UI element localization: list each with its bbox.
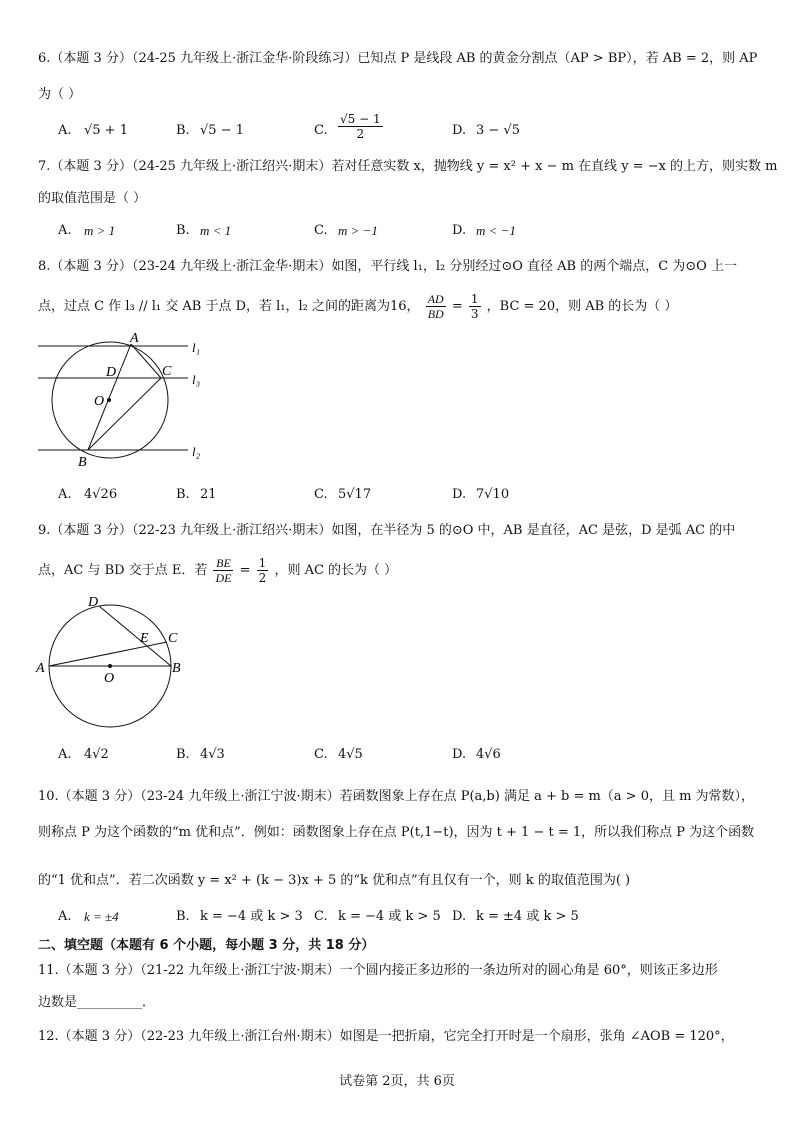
q9-figure xyxy=(30,590,200,740)
q9-frac-num: BE xyxy=(213,556,233,571)
q8-label-d: D xyxy=(106,365,117,380)
q8-frac-eq: = xyxy=(451,299,463,314)
q9-stem-line1: 9.（本题 3 分）（22-23 九年级上·浙江绍兴·期末）如图，在半径为 5 的⊙O 中，AB 是直径，AC 是弦，D 是弧 AC 的中 xyxy=(38,523,736,538)
q8-label-l1: l₁ xyxy=(192,340,201,355)
page-footer: 试卷第 2页，共 6页 xyxy=(339,1074,455,1089)
q9-label-a: A xyxy=(36,661,45,676)
q10-option-c: k = −4 或 k > 5 xyxy=(338,909,441,924)
q8-frac2-num: 1 xyxy=(470,292,479,306)
q6-option-c-denominator: 2 xyxy=(356,127,365,141)
q8-frac2-den: 3 xyxy=(470,307,479,321)
q9-label-e: E xyxy=(140,631,149,646)
q6-option-a-label: A. xyxy=(58,123,72,138)
q7-option-c: m > −1 xyxy=(338,223,378,238)
q7-option-d: m < −1 xyxy=(476,223,516,238)
q9-frac2-num: 1 xyxy=(258,556,267,570)
q8-segment-ac xyxy=(131,344,161,378)
q8-option-b-label: B. xyxy=(176,487,190,502)
q8-stem-line2-a: 点，过点 C 作 l₃ // l₁ 交 AB 于点 D，若 l₁，l₂ 之间的距离为16， xyxy=(38,299,420,314)
q8-frac-num: AD xyxy=(427,292,444,306)
q8-figure xyxy=(30,330,220,470)
q8-option-c-label: C. xyxy=(314,487,328,502)
q9-option-b-label: B. xyxy=(176,747,190,762)
q6-stem-line1: 6.（本题 3 分）（24-25 九年级上·浙江金华·阶段练习）已知点 P 是线段 AB 的黄金分割点（AP > BP），若 AB = 2，则 AP xyxy=(38,51,758,66)
q10-stem-line1: 10.（本题 3 分）（23-24 九年级上·浙江宁波·期末）若函数图象上存在点 P(a,b) 满足 a + b = m（a > 0，且 m 为常数）， xyxy=(38,789,755,804)
q11-stem-line2: 边数是__________． xyxy=(38,995,156,1010)
q6-option-c xyxy=(336,112,385,141)
q9-option-d-label: D. xyxy=(452,747,467,762)
q8-label-l2: l₂ xyxy=(192,444,201,459)
q8-label-c: C xyxy=(162,364,172,379)
q8-fraction-one-third xyxy=(469,292,481,321)
q7-stem-line1: 7.（本题 3 分）（24-25 九年级上·浙江绍兴·期末）若对任意实数 x，抛物线 y = x² + x − m 在直线 y = −x 的上方，则实数 m xyxy=(38,159,778,174)
q10-stem-line2: 则称点 P 为这个函数的“m 优和点”．例如：函数图象上存在点 P(t,1−t)，因为 t + 1 − t = 1，所以我们称点 P 为这个函数 xyxy=(38,825,755,840)
q10-option-b-label: B. xyxy=(176,909,190,924)
q7-stem-line2: 的取值范围是（ ） xyxy=(38,191,147,206)
q6-option-c-numerator: √5 − 1 xyxy=(340,112,381,126)
q10-option-a: k = ±4 xyxy=(84,909,119,924)
q7-option-c-label: C. xyxy=(314,223,328,238)
q8-option-b: 21 xyxy=(200,487,217,502)
q6-stem-line2: 为（ ） xyxy=(38,87,82,102)
q9-stem-line2 xyxy=(38,556,397,585)
q8-option-a-label: A. xyxy=(58,487,72,502)
q6-option-b-label: B. xyxy=(176,123,190,138)
q9-option-c-label: C. xyxy=(314,747,328,762)
q9-option-d: 4√6 xyxy=(476,747,501,762)
q10-option-d-label: D. xyxy=(452,909,467,924)
q6-option-a: √5 + 1 xyxy=(84,123,128,138)
q9-center-dot xyxy=(108,664,112,668)
q10-option-a-label: A. xyxy=(58,909,72,924)
q9-chord-ac xyxy=(49,642,167,666)
q8-stem-line1: 8.（本题 3 分）（23-24 九年级上·浙江金华·期末）如图，平行线 l₁，l₂ 分别经过⊙O 直径 AB 的两个端点，C 为⊙O 上一 xyxy=(38,259,737,274)
q9-frac2-den: 2 xyxy=(258,571,267,585)
q9-stem-line2-a: 点，AC 与 BD 交于点 E．若 xyxy=(38,563,208,578)
q8-label-o: O xyxy=(94,394,105,409)
q8-option-a: 4√26 xyxy=(84,487,118,502)
q9-chord-bd xyxy=(99,606,171,666)
q9-option-b: 4√3 xyxy=(200,747,225,762)
q11-stem-line1: 11.（本题 3 分）（21-22 九年级上·浙江宁波·期末）一个圆内接正多边形的一条边所对的圆心角是 60°，则该正多边形 xyxy=(38,963,718,978)
q8-label-l3: l₃ xyxy=(192,372,201,387)
q9-label-c: C xyxy=(168,631,178,646)
q6-option-d-label: D. xyxy=(452,123,467,138)
q8-frac-den: BD xyxy=(427,307,444,321)
q8-segment-bc xyxy=(88,378,161,450)
q8-center-dot xyxy=(107,398,111,402)
q9-label-b: B xyxy=(172,661,181,676)
q9-fraction-be-de xyxy=(213,556,233,585)
q9-stem-line2-b: ，则 AC 的长为（ ） xyxy=(274,563,398,578)
q9-frac-den: DE xyxy=(215,571,232,585)
q9-label-o: O xyxy=(104,671,115,686)
q9-frac-eq: = xyxy=(239,563,251,578)
q9-option-a: 4√2 xyxy=(84,747,109,762)
q7-option-a-label: A. xyxy=(58,223,72,238)
q8-stem-line2 xyxy=(38,292,677,321)
q7-option-b: m < 1 xyxy=(200,223,232,238)
q6-option-c-label: C. xyxy=(314,123,328,138)
q10-option-c-label: C. xyxy=(314,909,328,924)
q9-option-a-label: A. xyxy=(58,747,72,762)
q12-stem-line1: 12.（本题 3 分）（22-23 九年级上·浙江台州·期末）如图是一把折扇，它完全打开时是一个扇形，张角 ∠AOB = 120°， xyxy=(38,1029,734,1044)
q7-option-d-label: D. xyxy=(452,223,467,238)
q9-label-d: D xyxy=(88,595,99,610)
section-fill-in-blank-heading: 二、填空题（本题有 6 个小题，每小题 3 分，共 18 分） xyxy=(38,938,375,953)
q8-stem-line2-b: ，BC = 20，则 AB 的长为（ ） xyxy=(486,299,678,314)
q7-option-a: m > 1 xyxy=(84,223,116,238)
q8-label-a: A xyxy=(130,331,139,346)
q8-option-d-label: D. xyxy=(452,487,467,502)
q8-label-b: B xyxy=(78,455,87,470)
q6-option-d: 3 − √5 xyxy=(476,123,520,138)
q10-option-d: k = ±4 或 k > 5 xyxy=(476,909,579,924)
q9-option-c: 4√5 xyxy=(338,747,363,762)
q9-fraction-one-half xyxy=(257,556,269,585)
q7-option-b-label: B. xyxy=(176,223,190,238)
q6-option-b: √5 − 1 xyxy=(200,123,244,138)
q8-option-d: 7√10 xyxy=(476,487,510,502)
q10-option-b: k = −4 或 k > 3 xyxy=(200,909,303,924)
q8-option-c: 5√17 xyxy=(338,487,372,502)
q8-fraction-ad-bd xyxy=(426,292,446,321)
q10-stem-line3: 的“1 优和点”．若二次函数 y = x² + (k − 3)x + 5 的“k 优和点”有且仅有一个，则 k 的取值范围为( ) xyxy=(38,873,631,888)
